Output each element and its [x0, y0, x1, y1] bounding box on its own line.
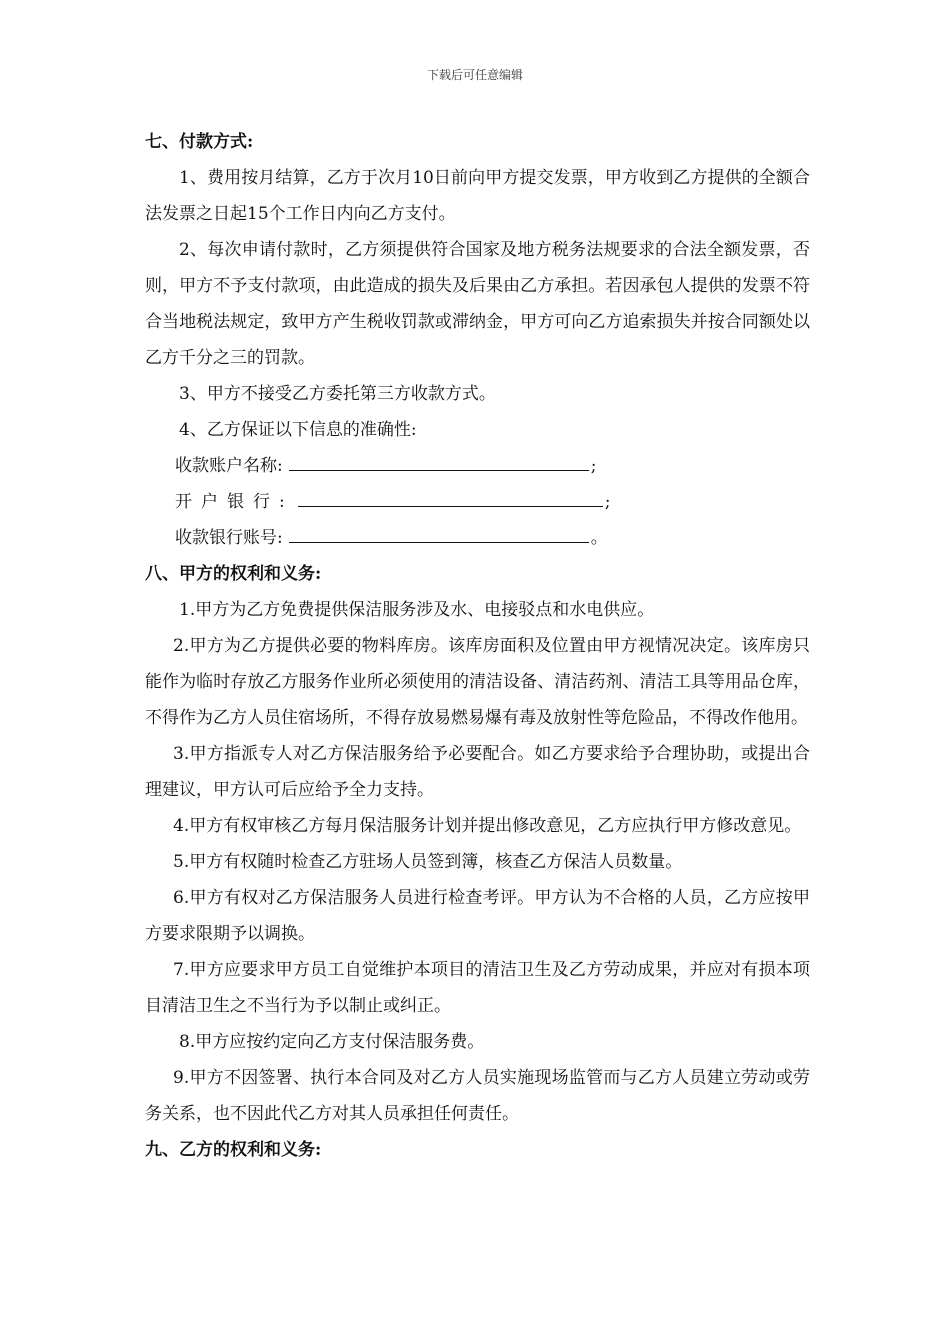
field-label: 开户银行:: [175, 492, 294, 512]
section-8-item-5: 5.甲方有权随时检查乙方驻场人员签到簿，核查乙方保洁人员数量。: [173, 852, 683, 872]
field-label: 收款账户名称:: [175, 456, 283, 476]
fill-in-blank: [298, 505, 603, 507]
section-8-item-2: 2.甲方为乙方提供必要的物料库房。该库房面积及位置由甲方视情况决定。该库房只能作为临时存放乙方服务作业所必须使用的清洁设备、清洁药剂、清洁工具等用品仓库，不得作为乙方人员住宿场所，不得存放易燃易爆有毒及放射性等危险品，不得改作他用。: [145, 636, 810, 728]
section-8-title: 八、甲方的权利和义务:: [145, 564, 322, 584]
field-end: ;: [590, 456, 597, 476]
section-7-paragraph-2: 2、每次申请付款时，乙方须提供符合国家及地方税务法规要求的合法全额发票，否则，甲方不予支付款项，由此造成的损失及后果由乙方承担。若因承包人提供的发票不符合当地税法规定，致甲方产生税收罚款或滞纳金，甲方可向乙方追索损失并按合同额处以乙方千分之三的罚款。: [145, 240, 810, 368]
section-8-item-4: 4.甲方有权审核乙方每月保洁服务计划并提出修改意见，乙方应执行甲方修改意见。: [173, 816, 802, 836]
fill-in-blank: [289, 541, 589, 543]
section-9-title: 九、乙方的权利和义务:: [145, 1140, 322, 1160]
section-7-paragraph-3: 3、甲方不接受乙方委托第三方收款方式。: [179, 384, 496, 404]
header-note: 下载后可任意编辑: [426, 68, 523, 82]
field-account-number: [145, 520, 810, 556]
field-end: 。: [590, 528, 608, 548]
field-account-name: [145, 448, 810, 484]
section-7-paragraph-4: 4、乙方保证以下信息的准确性:: [179, 420, 417, 440]
fill-in-blank: [289, 469, 589, 471]
field-bank: [145, 484, 810, 520]
section-8-item-1: 1.甲方为乙方免费提供保洁服务涉及水、电接驳点和水电供应。: [179, 600, 655, 620]
section-8-item-9: 9.甲方不因签署、执行本合同及对乙方人员实施现场监管而与乙方人员建立劳动或劳务关系，也不因此代乙方对其人员承担任何责任。: [145, 1068, 810, 1124]
section-7-title: 七、付款方式:: [145, 132, 254, 152]
field-label: 收款银行账号:: [175, 528, 283, 548]
section-8-item-8: 8.甲方应按约定向乙方支付保洁服务费。: [179, 1032, 485, 1052]
document-body: [145, 124, 810, 1168]
section-8-item-6: 6.甲方有权对乙方保洁服务人员进行检查考评。甲方认为不合格的人员，乙方应按甲方要求限期予以调换。: [145, 888, 810, 944]
section-8-item-3: 3.甲方指派专人对乙方保洁服务给予必要配合。如乙方要求给予合理协助，或提出合理建议，甲方认可后应给予全力支持。: [145, 744, 810, 800]
section-8-item-7: 7.甲方应要求甲方员工自觉维护本项目的清洁卫生及乙方劳动成果，并应对有损本项目清洁卫生之不当行为予以制止或纠正。: [145, 960, 810, 1016]
field-end: ;: [604, 492, 611, 512]
section-7-paragraph-1: 1、费用按月结算，乙方于次月10日前向甲方提交发票，甲方收到乙方提供的全额合法发票之日起15个工作日内向乙方支付。: [145, 168, 810, 224]
